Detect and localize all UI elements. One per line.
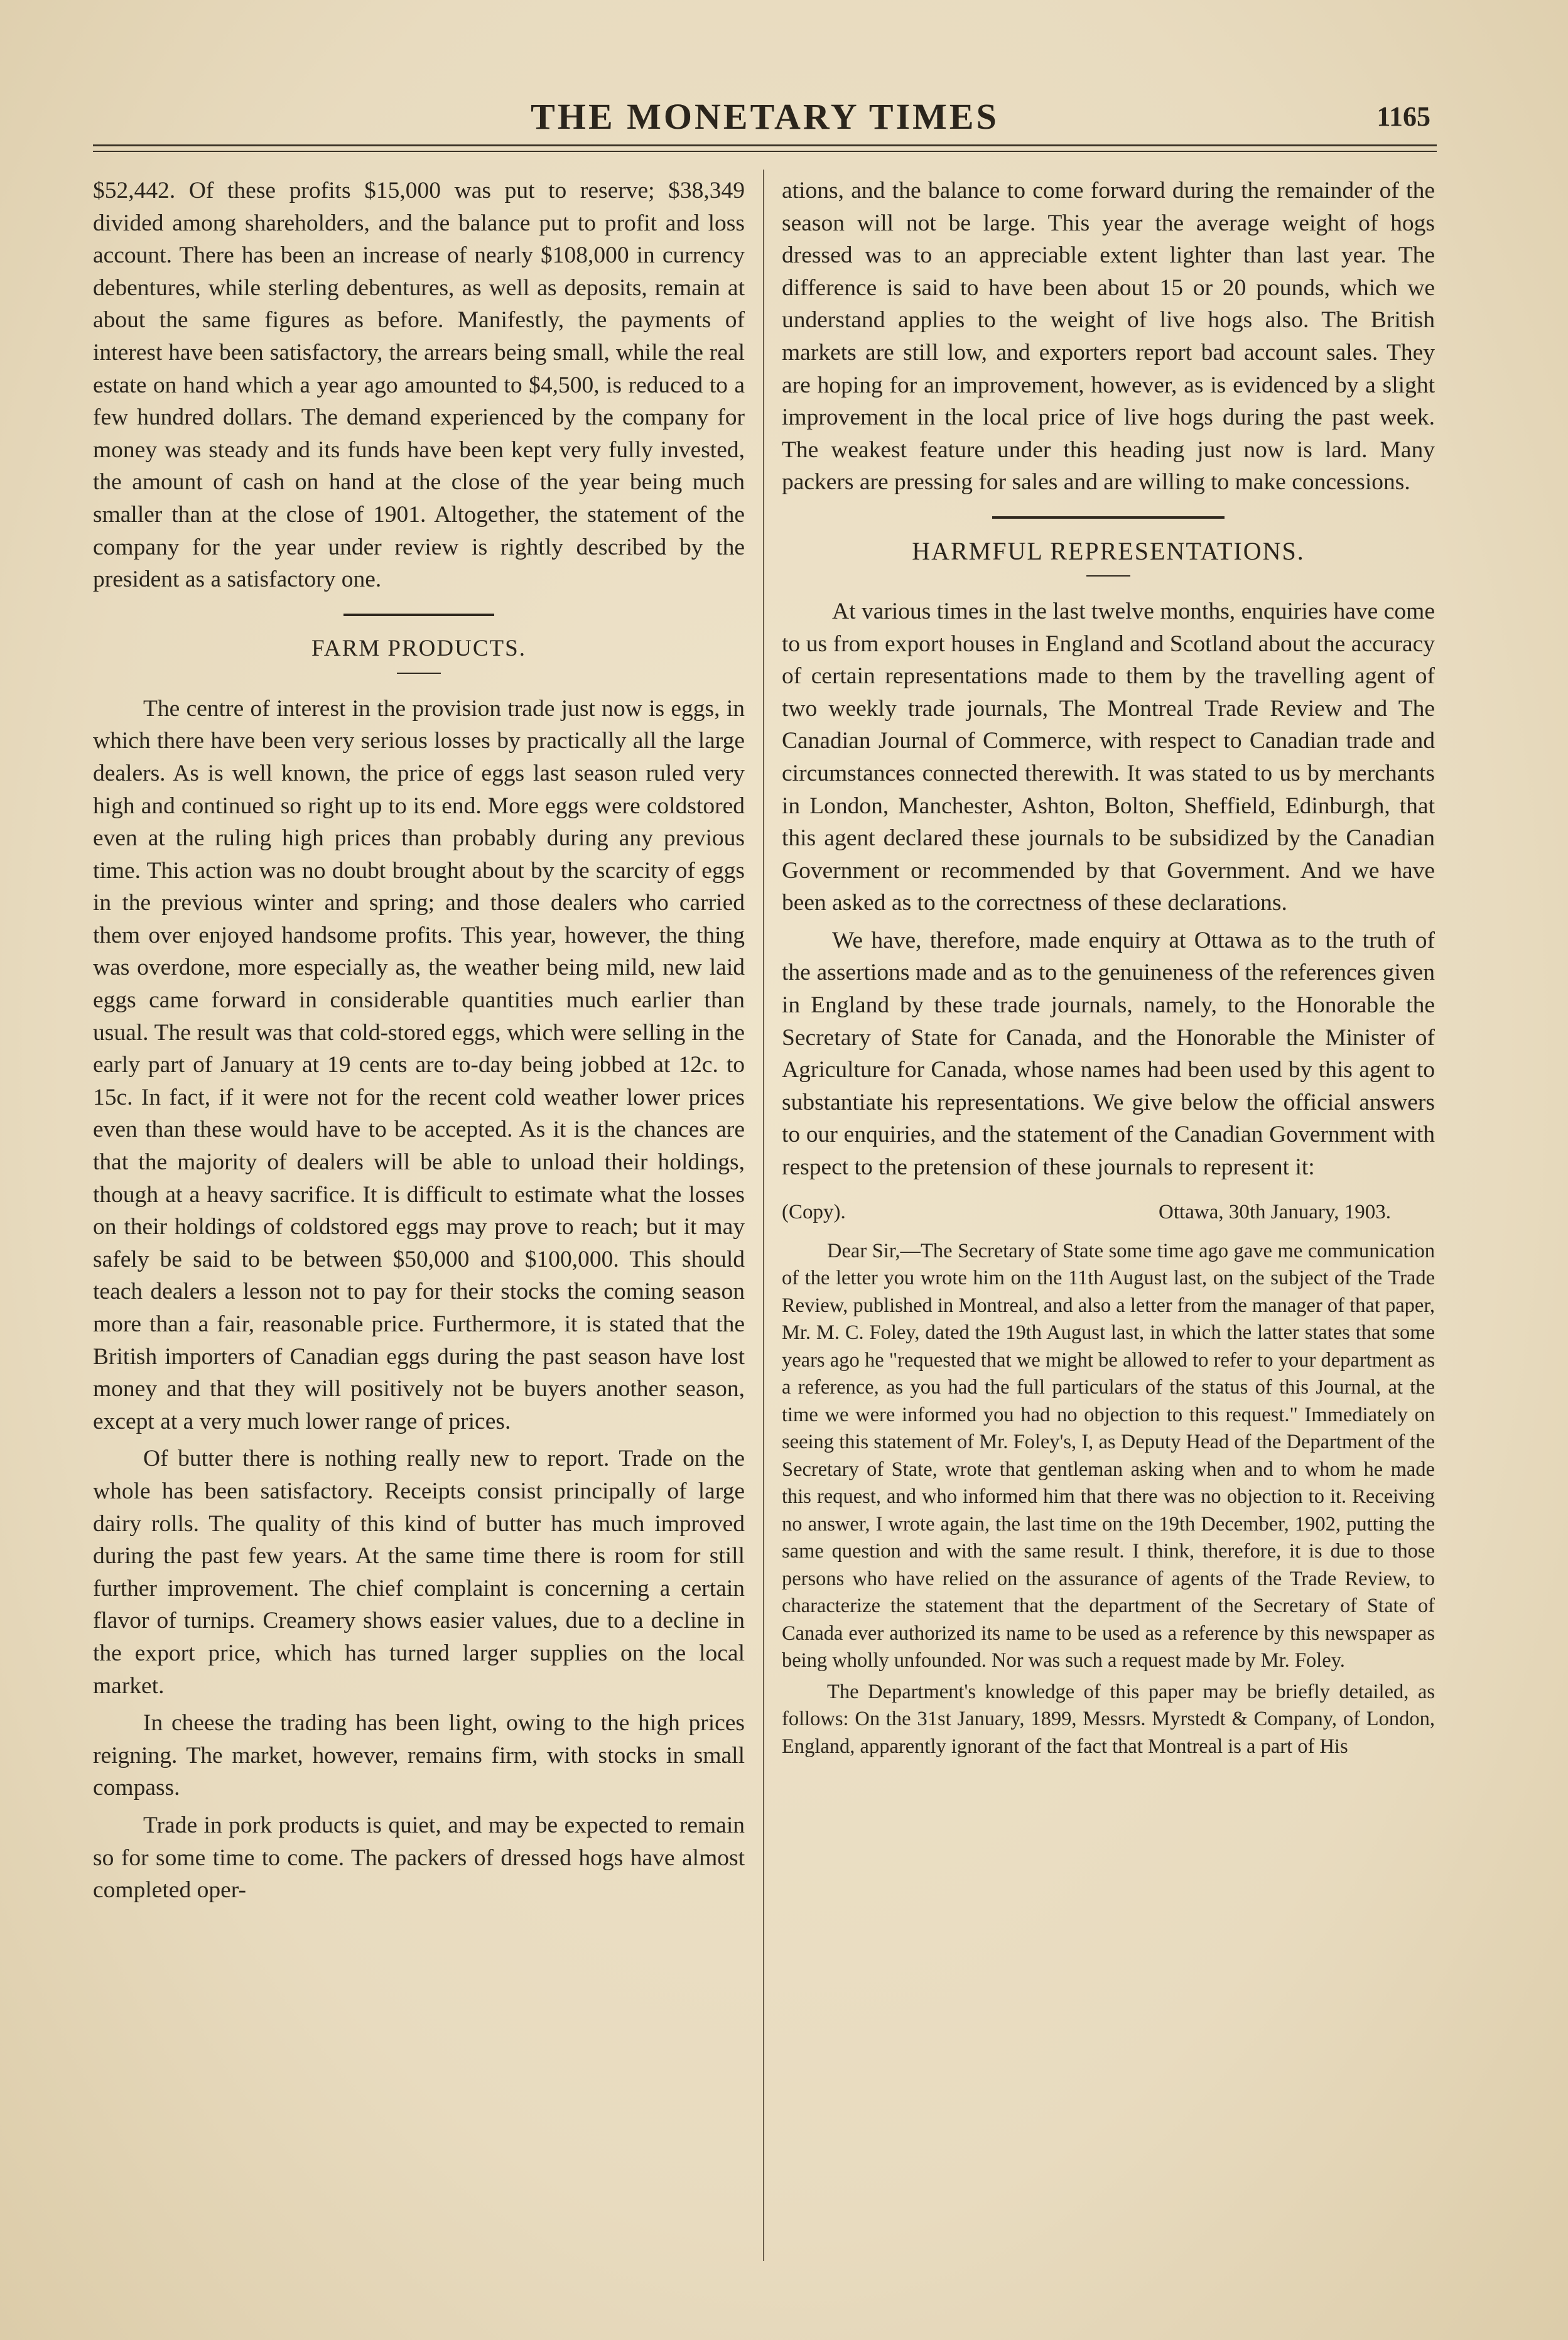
article-continuation: $52,442. Of these profits $15,000 was put to reserve; $38,349 divided among shareholders, and the balance put to profit and loss account. There has been an increase of nearly $108,000 in currency debentures, while sterling debentures, as well as deposits, remain at about the same figures as before. Manifestly, the payments of interest have been satisfactory, the arrears being small, while the real estate on hand which a year ago amounted to $4,500, is reduced to a few hundred dollars. The demand experienced by the company for money was steady and its funds have been kept very fully invested, the amount of cash on hand at the close of the year being much smaller than at the close of 1901. Altogether, the statement of the company for the year under review is rightly described by the president as a satisfactory one. [93,178,745,593]
paragraph: We have, therefore, made enquiry at Ottawa as to the truth of the assertions made and as to the genuineness of the references given in England by these trade journals, namely, to the Honorable the Secretary of State for Canada, and the Honorable the Minister of Agriculture for Canada, whose names had been used by this agent to substantiate his representations. We give below the official answers to our enquiries, and the statement of the Canadian Government with respect to the pretension of these journals to represent it: [782,927,1435,1181]
letter-dateline: Ottawa, 30th January, 1903. [1159,1200,1391,1223]
paragraph: The centre of interest in the provision trade just now is eggs, in which there have been very serious losses by practically all the large dealers. As is well known, the price of eggs last season ruled very high and continued so right up to its end. More eggs were coldstored even at the ruling high prices than probably during any previous time. This action was no doubt brought about by the scarcity of eggs in the previous winter and spring; and those dealers who carried them over enjoyed handsome profits. This year, however, the thing was overdone, more especially as, the weather being mild, new laid eggs came forward in considerable quantities much earlier than usual. The result was that cold-stored eggs, which were selling in the early part of January at 19 cents are to-day being jobbed at 12c. to 15c. In fact, if it were not for the recent cold weather lower prices even than these would have to be accepted. As it is the chances are that the majority of dealers will be able to unload their holdings, though at a heavy sacrifice. It is difficult to estimate what the losses on their holdings of coldstored eggs may prove to reach; but it may safely be said to be between $50,000 and $100,000. This should teach dealers a lesson not to pay for their stocks the coming season more than a fair, reasonable price. Furthermore, it is stated that the British importers of Canadian eggs during the past season have lost money and that they will positively not be buyers another season, except at a very much lower range of prices. [93,695,745,1434]
section-divider [992,516,1225,519]
article-continuation: ations, and the balance to come forward during the remainder of the season will not be large. This year the average weight of hogs dressed was to an appreciable extent lighter than last year. The difference is said to have been about 15 or 20 pounds, which we understand applies to the weight of live hogs also. The British markets are still low, and exporters report bad account sales. They are hoping for an improvement, however, as is evidenced by a slight improvement in the local price of live hogs during the past week. The weakest feature under this heading just now is lard. Many packers are pressing for sales and are willing to make concessions. [782,178,1435,496]
title-underline [397,673,441,674]
letter-paragraph: Dear Sir,—The Secretary of State some time ago gave me communication of the letter you wrote him on the 11th August last, on the subject of the Trade Review, published in Montreal, and also a letter from the manager of that paper, Mr. M. C. Foley, dated the 19th August last, in which the latter states that some years ago he "requested that we might be allowed to refer to your department as a reference, as you had the full particulars of the status of this Journal, at the time we were informed you had no objection to this request." Immediately on seeing this statement of Mr. Foley's, I, as Deputy Head of the Department of the Secretary of State, wrote that gentleman asking when and to whom he made this request, and who informed him that there was no objection to it. Receiving no answer, I wrote again, the last time on the 19th December, 1902, putting the same question and with the same result. I think, therefore, it is due to those persons who have relied on the assurance of agents of the Trade Review, to characterize the statement that the department of the Secretary of State of Canada ever authorized its name to be used as a reference by this newspaper as being wholly unfounded. Nor was such a request made by Mr. Foley. [782,1239,1435,1672]
paragraph: In cheese the trading has been light, owing to the high prices reigning. The market, however, remains firm, with stocks in small compass. [93,1710,745,1801]
quoted-letter [782,1238,1435,1761]
copy-label: (Copy). [782,1200,846,1223]
right-column [782,175,1435,1760]
page-header [93,95,1437,139]
left-column [93,175,745,1907]
section-title-farm-products: FARM PRODUCTS. [311,635,526,661]
column-divider [763,170,764,2261]
header-rule [93,144,1437,146]
letter-heading [782,1198,1435,1227]
paragraph: At various times in the last twelve months, enquiries have come to us from export houses in England and Scotland about the accuracy of certain representations made to them by the travelling agent of two weekly trade journals, The Montreal Trade Review and The Canadian Journal of Commerce, with respect to Canadian trade and circumstances connected therewith. It was stated to us by merchants in London, Manchester, Ashton, Bolton, Sheffield, Edinburgh, that this agent declared these journals to be subsidized by the Canadian Government or recommended by that Government. And we have been asked as to the correctness of these declarations. [782,598,1435,916]
letter-paragraph: The Department's knowledge of this paper may be briefly detailed, as follows: On the 31st January, 1899, Messrs. Myrstedt & Company, of London, England, apparently ignorant of the fact that Montreal is a part of His [782,1680,1435,1758]
title-underline [1086,575,1130,577]
section-divider [343,614,494,616]
header-rule-secondary [93,151,1437,152]
masthead-title: THE MONETARY TIMES [531,96,999,137]
page-number: 1165 [1376,101,1430,132]
paragraph: Trade in pork products is quiet, and may be expected to remain so for some time to come. The packers of dressed hogs have almost completed oper- [93,1812,745,1904]
paragraph: Of butter there is nothing really new to report. Trade on the whole has been satisfactory. Receipts consist principally of large dairy rolls. The quality of this kind of butter has much improved during the past few years. At the same time there is room for still further improvement. The chief complaint is concerning a certain flavor of turnips. Creamery shows easier values, due to a decline in the export price, which has turned larger supplies on the local market. [93,1446,745,1699]
section-title-harmful-representations: HARMFUL REPRESENTATIONS. [912,536,1305,565]
